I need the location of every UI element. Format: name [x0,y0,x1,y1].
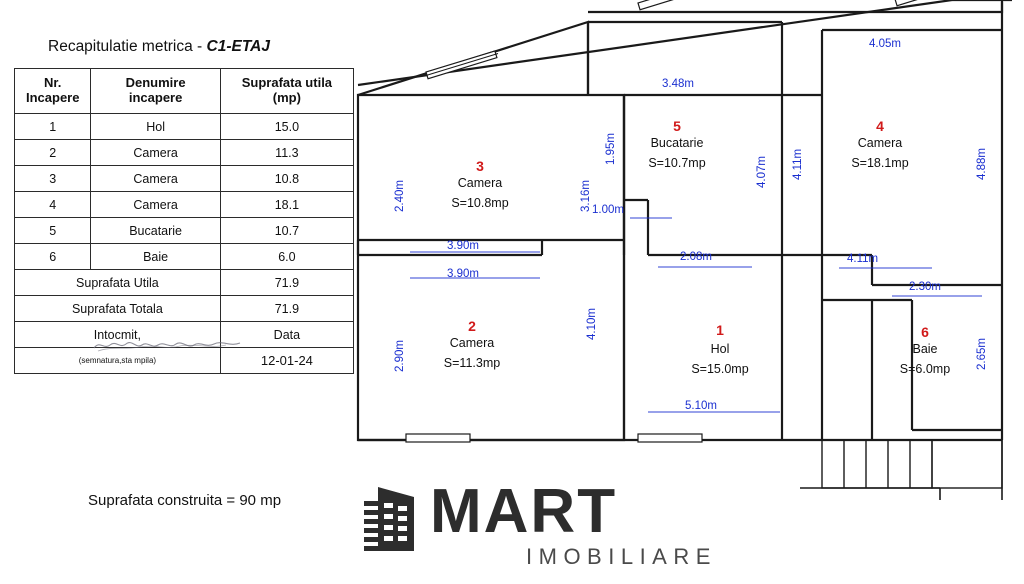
dimension-v-195: 1.95m [605,133,617,165]
built-area-label: Suprafata construita = 90 mp [88,492,282,509]
cell-name: Hol [91,114,220,140]
table-row [15,166,354,192]
dimension-h-230: 2.30m [909,281,941,293]
cell-nr: 5 [15,218,91,244]
signature-note: (semnatura,sta mpila) [15,348,221,374]
dimension-v-411: 4.11m [792,148,804,180]
room-number-1: 1 [716,322,724,338]
room-number-4: 4 [876,118,884,134]
room-number-6: 6 [921,324,929,340]
room-name-2: Camera [449,336,495,350]
page-title [48,38,270,56]
column-header-area-line1: Suprafata utila [241,75,333,91]
table-row-total-totala [15,296,354,322]
column-header-nr-line1: Nr. [44,75,62,91]
cell-area: 15.0 [220,114,353,140]
room-name-1: Hol [710,342,730,356]
dimension-v-265: 2.65m [976,338,988,370]
cell-area: 6.0 [220,244,353,270]
column-header-area-line2: (mp) [272,90,301,105]
room-name-3: Camera [457,176,503,190]
dimension-h-390-a: 3.90m [447,240,479,252]
cell-area: 11.3 [220,140,353,166]
total-utila-label: Suprafata Utila [15,270,221,296]
room-area-5: S=10.7mp [648,156,706,170]
dimension-h-411: 4.11m [847,253,879,265]
cell-name: Camera [91,166,220,192]
cell-area: 10.7 [220,218,353,244]
cell-area: 10.8 [220,166,353,192]
intocmit-label: Intocmit, [15,322,221,348]
dimension-h-390-b: 3.90m [447,268,479,280]
cell-name: Camera [91,140,220,166]
table-row [15,114,354,140]
dimension-v-240: 2.40m [394,180,406,212]
data-label: Data [220,322,353,348]
cell-nr: 2 [15,140,91,166]
dimension-h-510: 5.10m [685,400,717,412]
cell-name: Camera [91,192,220,218]
column-header-name-line2: incapere [128,90,183,105]
dimension-v-410: 4.10m [586,308,598,340]
total-totala-value: 71.9 [220,296,353,322]
room-name-4: Camera [857,136,903,150]
total-utila-value: 71.9 [220,270,353,296]
date-value: 12-01-24 [220,348,353,374]
cell-name: Bucatarie [91,218,220,244]
dimension-v-290: 2.90m [394,340,406,372]
room-number-3: 3 [476,158,484,174]
page-title-strong: C1-ETAJ [206,38,270,55]
dimension-top-right: 4.05m [869,38,901,50]
room-area-3: S=10.8mp [451,196,509,210]
column-header-name-line1: Denumire [125,75,186,91]
column-header-nr [15,69,91,114]
room-area-6: S=6.0mp [899,362,951,376]
room-name-5: Bucatarie [650,136,704,150]
table-row-signature [15,348,354,374]
table-row-intocmit [15,322,354,348]
logo-wordmark: MART [430,477,618,546]
recapitulation-table [14,68,354,374]
room-area-4: S=18.1mp [851,156,909,170]
total-totala-label: Suprafata Totala [15,296,221,322]
room-number-5: 5 [673,118,681,134]
table-row [15,192,354,218]
dimension-v-488: 4.88m [976,148,988,180]
floorplan-drawing [352,0,1024,500]
table-row [15,218,354,244]
table-row [15,140,354,166]
cell-nr: 3 [15,166,91,192]
column-header-area [220,69,353,114]
room-number-2: 2 [468,318,476,334]
cell-nr: 6 [15,244,91,270]
dimension-h-208: 2.08m [680,251,712,263]
table-row [15,244,354,270]
dimension-h-100: 1.00m [592,204,624,216]
room-name-6: Baie [912,342,938,356]
room-area-2: S=11.3mp [443,356,501,370]
column-header-nr-line2: Incapere [25,90,80,105]
column-header-name [91,69,220,114]
table-header-row [15,69,354,114]
logo-tagline: IMOBILIARE [526,544,717,569]
table-row-total-utila [15,270,354,296]
dimension-v-407: 4.07m [756,156,768,188]
dimension-v-316: 3.16m [580,180,592,212]
page-title-prefix: Recapitulatie metrica - [48,38,207,55]
company-logo [364,477,717,577]
cell-nr: 4 [15,192,91,218]
cell-nr: 1 [15,114,91,140]
cell-name: Baie [91,244,220,270]
room-area-1: S=15.0mp [691,362,749,376]
cell-area: 18.1 [220,192,353,218]
dimension-top-mid: 3.48m [662,78,694,90]
